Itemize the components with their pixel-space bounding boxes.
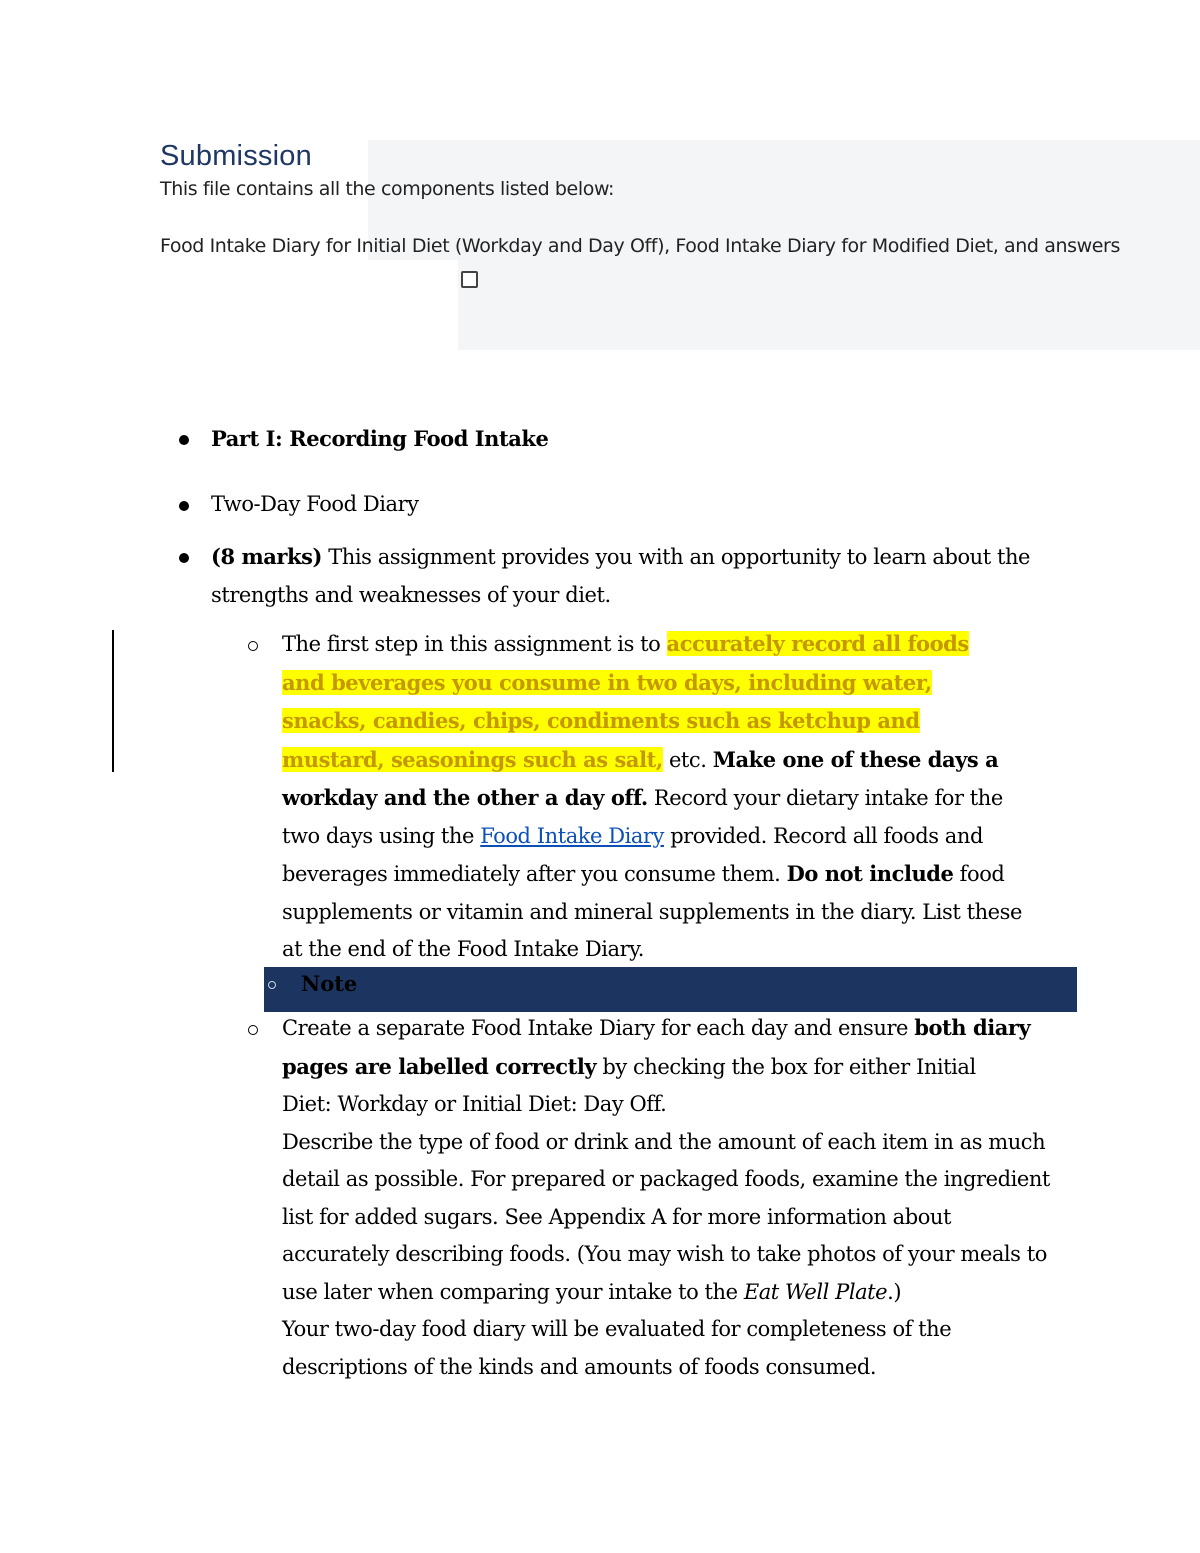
note-label: Note	[301, 971, 358, 996]
bullet-icon	[179, 501, 189, 511]
part-heading: Part I: Recording Food Intake	[211, 426, 549, 451]
marks-paragraph: (8 marks) This assignment provides you with an opportunity to learn about the strengths and weaknesses of your diet.	[211, 544, 1031, 607]
highlighted-text: snacks, candies, chips, condiments such as ketchup and	[282, 708, 920, 733]
highlighted-text: and beverages you consume in two days, including water,	[282, 669, 932, 695]
contains-text: This file contains all the components listed below:	[160, 178, 615, 200]
sub-bullet-icon	[248, 1025, 258, 1035]
food-intake-diary-link[interactable]: Food Intake Diary	[480, 823, 664, 848]
components-checkbox[interactable]	[461, 271, 478, 288]
sub-bullet-icon	[248, 641, 258, 651]
comment-panel-background-lower	[458, 258, 1200, 350]
note-banner	[264, 967, 1077, 1012]
revision-change-bar	[112, 630, 114, 772]
bullet-icon	[179, 435, 189, 445]
page-title: Submission	[160, 140, 312, 172]
first-step-paragraph: The first step in this assignment is to accurately record all foods and beverages you consume in two days, including water, snacks, candies, chips, condiments such as ketchup and mustard, seasonings such as salt, etc. Make one of these days a workday and the other a day off. Record your dietary intake for the two days using the Food Intake Diary provided. Record all foods and beverages immediately after you consume them. Do not include food supplements or vitamin and mineral supplements in the diary. List these at the end of the Food Intake Diary.	[282, 631, 1022, 961]
separate-diary-paragraph: Create a separate Food Intake Diary for each day and ensure both diary pages are labelled correctly by checking the box for either Initial Diet: Workday or Initial Diet: Day Off. Describe the type of food or drink and the amount of each item in as much detail as possible. For prepared or packaged foods, examine the ingredient list for added sugars. See Appendix A for more information about accurately describing foods. (You may wish to take photos of your meals to use later when comparing your intake to the Eat Well Plate.) Your two-day food diary will be evaluated for completeness of the descriptions of the kinds and amounts of foods consumed.	[282, 1015, 1050, 1379]
diary-heading: Two-Day Food Diary	[211, 492, 419, 516]
bullet-icon	[179, 553, 189, 563]
components-list-text: Food Intake Diary for Initial Diet (Workday and Day Off), Food Intake Diary for Modified Diet, and answers	[160, 235, 1120, 257]
note-bullet-icon	[268, 981, 276, 989]
highlighted-text: mustard, seasonings such as salt,	[282, 746, 663, 772]
highlighted-text: accurately record all foods	[666, 631, 969, 656]
